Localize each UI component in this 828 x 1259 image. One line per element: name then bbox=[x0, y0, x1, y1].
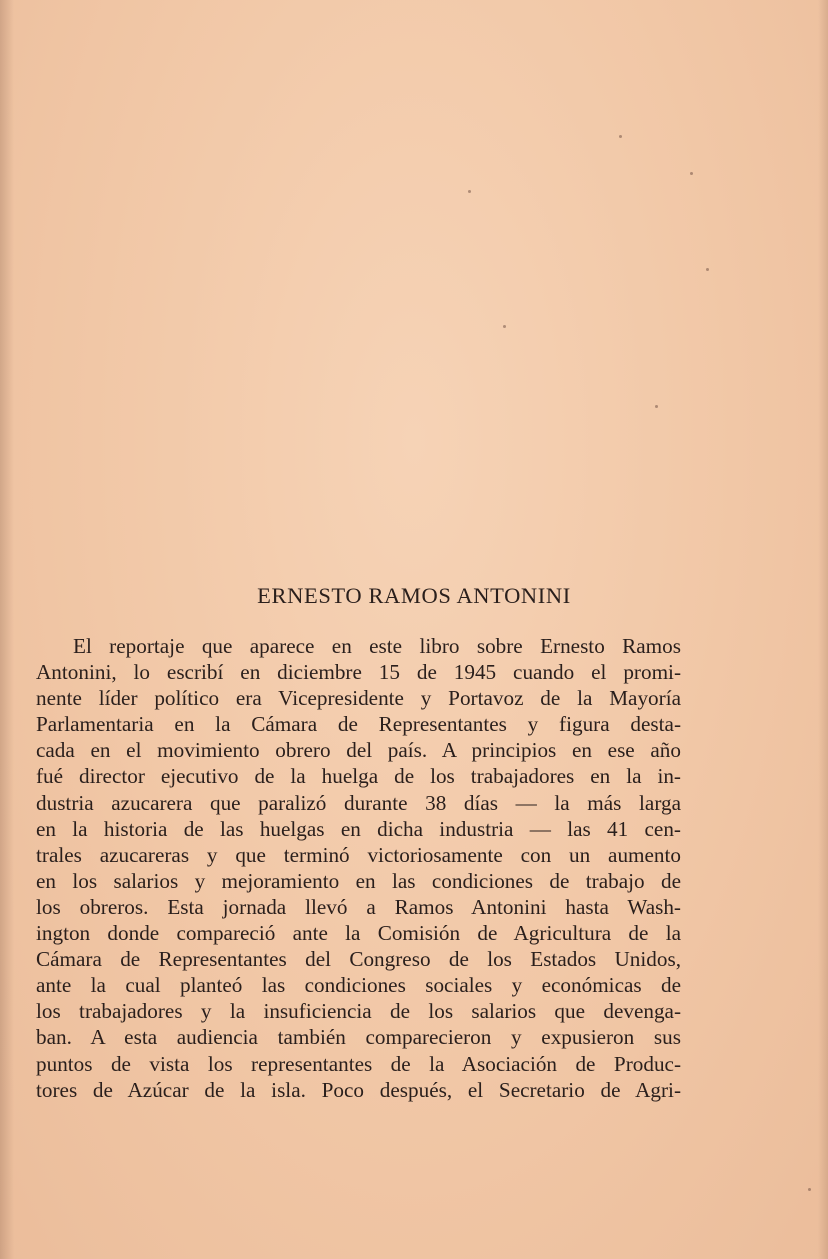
paper-speck bbox=[706, 268, 709, 271]
paper-speck bbox=[655, 405, 658, 408]
paragraph-line: El reportaje que aparece en este libro sobre Ernesto Ramos bbox=[73, 634, 681, 658]
body-paragraph bbox=[36, 633, 681, 1103]
paragraph-line: ington donde compareció ante la Comisión de Agricultura de la bbox=[36, 921, 681, 946]
paragraph-line: Cámara de Representantes del Congreso de los Estados Unidos, bbox=[36, 947, 681, 972]
paragraph-line: fué director ejecutivo de la huelga de los trabajadores en la in- bbox=[36, 764, 681, 789]
paragraph-line: nente líder político era Vicepresidente y Portavoz de la Mayoría bbox=[36, 686, 681, 711]
paragraph-line: los trabajadores y la insuficiencia de los salarios que devenga- bbox=[36, 999, 681, 1024]
paper-speck bbox=[468, 190, 471, 193]
paragraph-line: puntos de vista los representantes de la Asociación de Produc- bbox=[36, 1051, 681, 1076]
paragraph-line: tores de Azúcar de la isla. Poco después, el Secretario de Agri- bbox=[36, 1077, 681, 1102]
paragraph-line: Parlamentaria en la Cámara de Representantes y figura desta- bbox=[36, 712, 681, 737]
paragraph-line: ban. A esta audiencia también comparecieron y expusieron sus bbox=[36, 1025, 681, 1050]
paragraph-line: los obreros. Esta jornada llevó a Ramos Antonini hasta Wash- bbox=[36, 894, 681, 919]
paragraph-line: cada en el movimiento obrero del país. A principios en ese año bbox=[36, 738, 681, 763]
paragraph-line: dustria azucarera que paralizó durante 38 días — la más larga bbox=[36, 790, 681, 815]
paragraph-line: en los salarios y mejoramiento en las condiciones de trabajo de bbox=[36, 868, 681, 893]
paper-speck bbox=[690, 172, 693, 175]
chapter-heading: ERNESTO RAMOS ANTONINI bbox=[257, 583, 571, 608]
paper-speck bbox=[503, 325, 506, 328]
paper-speck bbox=[808, 1188, 811, 1191]
paragraph-line: trales azucareras y que terminó victoriosamente con un aumento bbox=[36, 842, 681, 867]
paper-speck bbox=[619, 135, 622, 138]
paragraph-line: en la historia de las huelgas en dicha industria — las 41 cen- bbox=[36, 816, 681, 841]
paragraph-line: Antonini, lo escribí en diciembre 15 de 1945 cuando el promi- bbox=[36, 660, 681, 685]
paragraph-line: ante la cual planteó las condiciones sociales y económicas de bbox=[36, 973, 681, 998]
